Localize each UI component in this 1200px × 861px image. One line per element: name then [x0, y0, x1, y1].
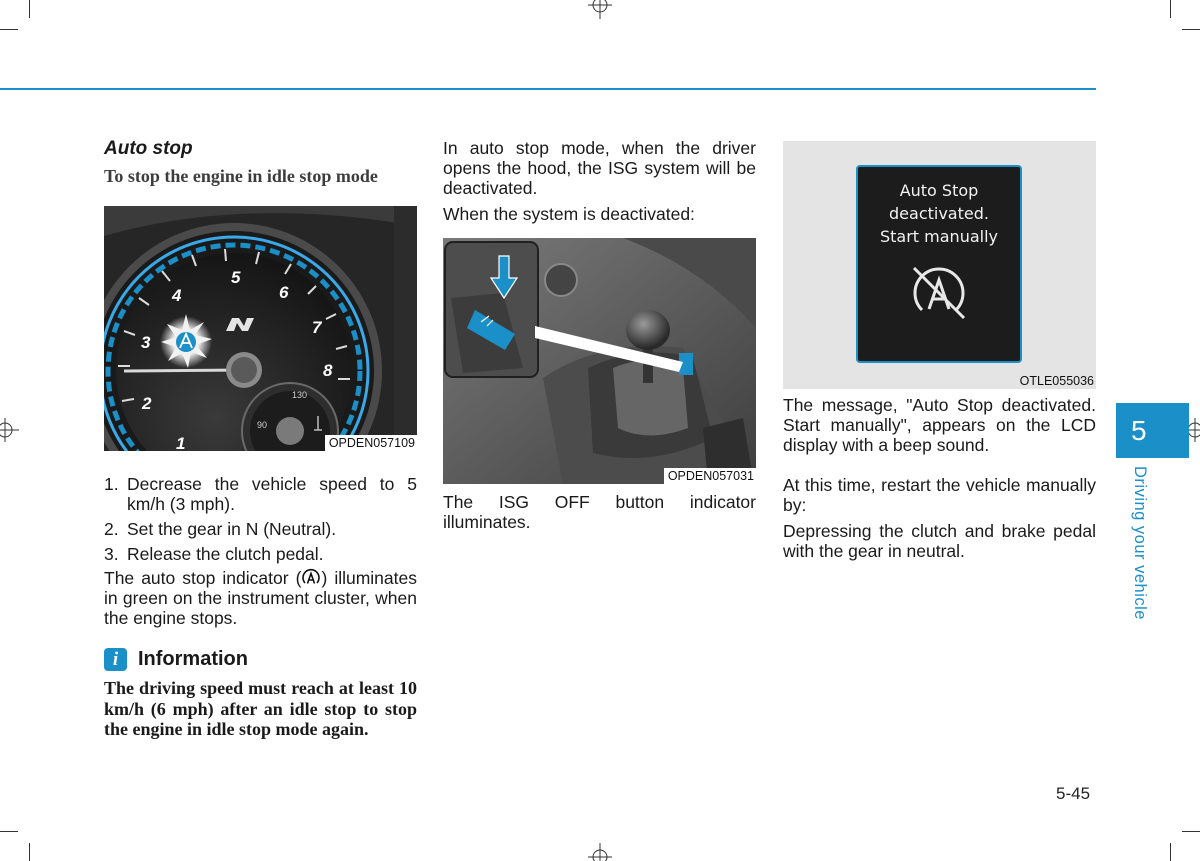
- step-number: 2.: [104, 519, 119, 539]
- crop-mark: [0, 29, 18, 30]
- gauge-number: 2: [142, 394, 152, 413]
- list-item: [104, 544, 417, 564]
- lcd-line: deactivated.: [889, 204, 989, 223]
- registration-mark-top: [588, 0, 612, 20]
- gauge-number: 6: [279, 283, 289, 302]
- gauge-number: 3: [141, 333, 151, 352]
- lcd-message-figure: [783, 141, 1096, 389]
- paragraph: When the system is deactivated:: [443, 204, 695, 224]
- step-list: [104, 474, 417, 564]
- paragraph: In auto stop mode, when the driver opens the hood, the ISG system will be deactivated.: [443, 138, 756, 198]
- registration-mark-left: [0, 418, 20, 442]
- step-number: 1.: [104, 474, 119, 494]
- list-item: [104, 519, 417, 539]
- indicator-text-before: The auto stop indicator (: [104, 568, 302, 588]
- lcd-line: Start manually: [879, 227, 998, 246]
- crop-mark: [1170, 0, 1171, 18]
- step-text: Set the gear in N (Neutral).: [127, 519, 337, 539]
- auto-stop-icon: [301, 568, 321, 588]
- indicator-paragraph: [104, 568, 417, 628]
- list-item: [104, 474, 417, 514]
- column-middle: [443, 138, 756, 532]
- figure-label: OPDEN057109: [325, 435, 417, 451]
- section-subheading: To stop the engine in idle stop mode: [104, 166, 378, 186]
- info-icon: i: [104, 648, 127, 671]
- crop-mark: [0, 831, 18, 832]
- page-number: 5-45: [1056, 784, 1091, 803]
- crop-mark: [29, 843, 30, 861]
- crop-mark: [1182, 29, 1200, 30]
- instrument-cluster-figure: [104, 206, 417, 451]
- information-title: Information: [138, 648, 248, 670]
- chapter-title: Driving your vehicle: [1131, 466, 1149, 620]
- gauge-number: 4: [172, 286, 182, 305]
- paragraph: The ISG OFF button indicator illuminates.: [443, 492, 756, 532]
- lcd-display: [856, 165, 1022, 363]
- gauge-small-number: 90: [257, 420, 268, 430]
- column-right: [783, 141, 1096, 561]
- lcd-line: Auto Stop: [899, 181, 979, 200]
- gauge-number: 1: [176, 434, 186, 451]
- information-body: The driving speed must reach at least 10 km/h (6 mph) after an idle stop to stop the engine in idle stop mode again.: [104, 678, 417, 739]
- information-header: [104, 648, 417, 671]
- paragraph: At this time, restart the vehicle manually by:: [783, 475, 1096, 515]
- paragraph: Depressing the clutch and brake pedal with the gear in neutral.: [783, 521, 1096, 561]
- paragraph: The message, "Auto Stop deactivated. Start manually", appears on the LCD display with a beep sound.: [783, 395, 1096, 455]
- auto-stop-off-icon: [908, 262, 970, 324]
- gauge-number: 7: [312, 318, 322, 337]
- step-text: Release the clutch pedal.: [127, 544, 324, 564]
- gear-shift-figure: [443, 238, 756, 484]
- crop-mark: [1182, 831, 1200, 832]
- tachometer-illustration: [104, 206, 417, 451]
- step-text: Decrease the vehicle speed to 5 km/h (3 mph).: [127, 474, 417, 514]
- step-number: 3.: [104, 544, 119, 564]
- header-rule: [0, 88, 1096, 90]
- gauge-small-number: 130: [292, 390, 308, 400]
- crop-mark: [1170, 843, 1171, 861]
- figure-label: OTLE055036: [1016, 373, 1096, 389]
- chapter-tab: 5: [1116, 403, 1189, 458]
- section-heading: Auto stop: [104, 138, 193, 159]
- gear-shift-illustration: [443, 238, 756, 484]
- crop-mark: [29, 0, 30, 18]
- gauge-number: 8: [323, 361, 333, 380]
- figure-label: OPDEN057031: [664, 468, 756, 484]
- registration-mark-bottom: [588, 843, 612, 861]
- column-left: [104, 136, 417, 740]
- indicator-text-after: ) illuminates in green on the instrument cluster, when the engine stops.: [104, 568, 417, 628]
- gauge-number: 5: [231, 268, 241, 287]
